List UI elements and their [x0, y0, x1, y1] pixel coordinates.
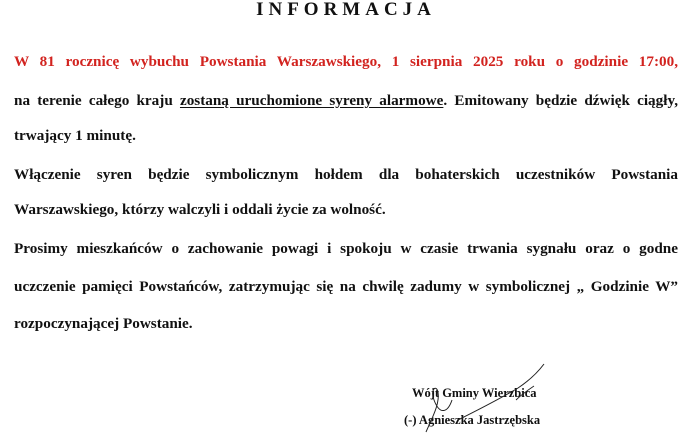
- para1-line2: [14, 91, 678, 111]
- lead-line: W 81 rocznicę wybuchu Powstania Warszawskiego, 1 sierpnia 2025 roku o godzinie 17:00,: [14, 53, 678, 70]
- para2-line2: Warszawskiego, którzy walczyli i oddali życie za wolność.: [14, 201, 386, 218]
- handwritten-signature: [418, 360, 568, 436]
- para3-line3: rozpoczynającej Powstanie.: [14, 315, 193, 332]
- para3-line1: Prosimy mieszkańców o zachowanie powagi i spokoju w czasie trwania sygnału oraz o godne: [14, 240, 678, 257]
- signature-office: Wójt Gminy Wierzbica: [412, 386, 537, 400]
- para1-line2-before: na terenie całego kraju: [14, 92, 180, 109]
- document-title: INFORMACJA: [256, 0, 436, 20]
- para3-line2: uczczenie pamięci Powstańców, zatrzymując się na chwilę zadumy w symbolicznej „ Godzinie W”: [14, 278, 678, 295]
- para1-line2-after: . Emitowany będzie dźwięk ciągły,: [443, 92, 678, 109]
- para1-line3: trwający 1 minutę.: [14, 127, 136, 144]
- para2-line1: Włączenie syren będzie symbolicznym hołdem dla bohaterskich uczestników Powstania: [14, 166, 678, 183]
- signature-name: (-) Agnieszka Jastrzębska: [404, 413, 541, 427]
- sirens-underlined-text: zostaną uruchomione syreny alarmowe: [179, 92, 444, 109]
